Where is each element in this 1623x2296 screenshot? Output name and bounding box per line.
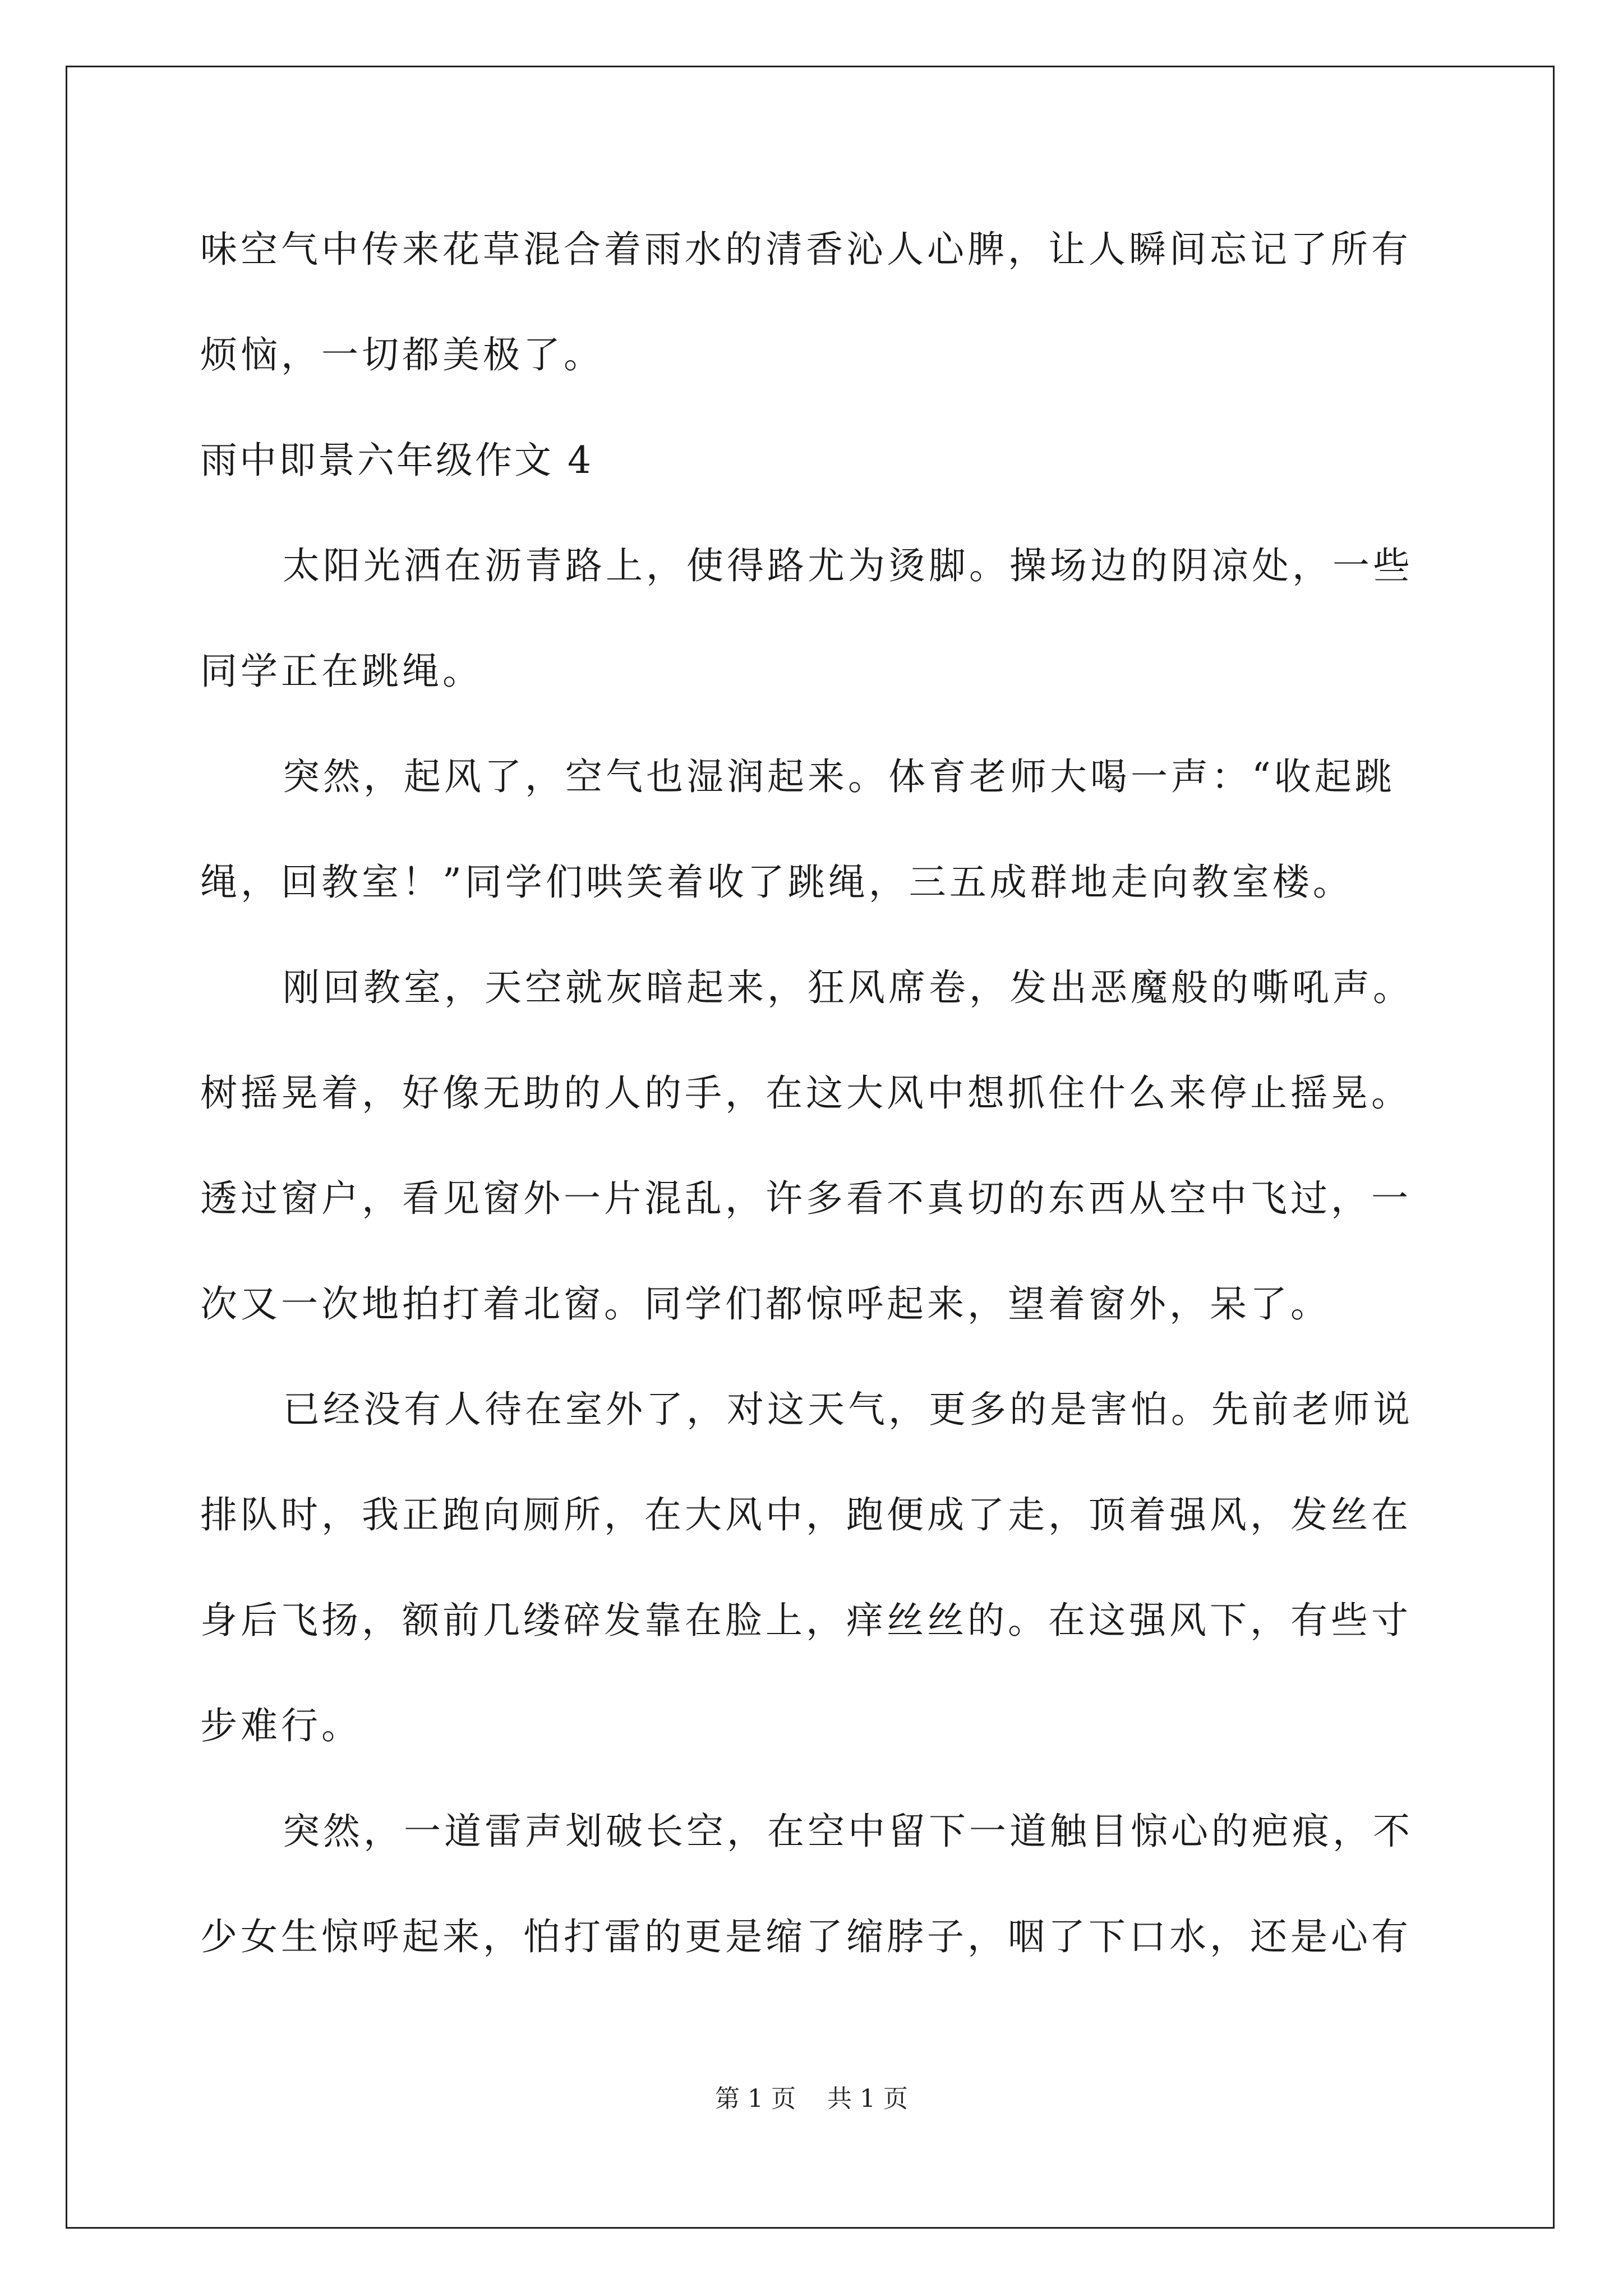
paragraph-first-line: 突然，一道雷声划破长空，在空中留下一道触目惊心的疤痕，不 bbox=[283, 1810, 1413, 1853]
text-line: 少女生惊呼起来，怕打雷的更是缩了缩脖子，咽了下口水，还是心有 bbox=[200, 1915, 1412, 1958]
paragraph-first-line: 太阳光洒在沥青路上，使得路尤为烫脚。操场边的阴凉处，一些 bbox=[283, 544, 1413, 587]
text-line: 次又一次地拍打着北窗。同学们都惊呼起来，望着窗外，呆了。 bbox=[200, 1282, 1331, 1326]
text-line: 绳，回教室！”同学们哄笑着收了跳绳，三五成群地走向教室楼。 bbox=[200, 861, 1353, 904]
text-line: 身后飞扬，额前几缕碎发靠在脸上，痒丝丝的。在这强风下，有些寸 bbox=[200, 1599, 1412, 1642]
text-line: 树摇晃着，好像无助的人的手，在这大风中想抓住什么来停止摇晃。 bbox=[200, 1071, 1412, 1115]
text-line: 烦恼，一切都美极了。 bbox=[200, 333, 604, 376]
section-title: 雨中即景六年级作文 4 bbox=[200, 439, 593, 482]
document-body bbox=[200, 216, 1423, 2009]
paragraph-first-line: 突然，起风了，空气也湿润起来。体育老师大喝一声：“收起跳 bbox=[283, 755, 1395, 798]
text-line: 同学正在跳绳。 bbox=[200, 650, 483, 693]
paragraph-first-line: 已经没有人待在室外了，对这天气，更多的是害怕。先前老师说 bbox=[283, 1388, 1413, 1431]
text-line: 透过窗户，看见窗外一片混乱，许多看不真切的东西从空中飞过，一 bbox=[200, 1177, 1412, 1220]
text-line: 排队时，我正跑向厕所，在大风中，跑便成了走，顶着强风，发丝在 bbox=[200, 1493, 1412, 1536]
paragraph-first-line: 刚回教室，天空就灰暗起来，狂风席卷，发出恶魔般的嘶吼声。 bbox=[283, 966, 1413, 1009]
page-number-footer: 第 1 页 共 1 页 bbox=[715, 2085, 908, 2113]
text-line: 味空气中传来花草混合着雨水的清香沁人心脾，让人瞬间忘记了所有 bbox=[200, 228, 1412, 271]
text-line: 步难行。 bbox=[200, 1704, 362, 1747]
